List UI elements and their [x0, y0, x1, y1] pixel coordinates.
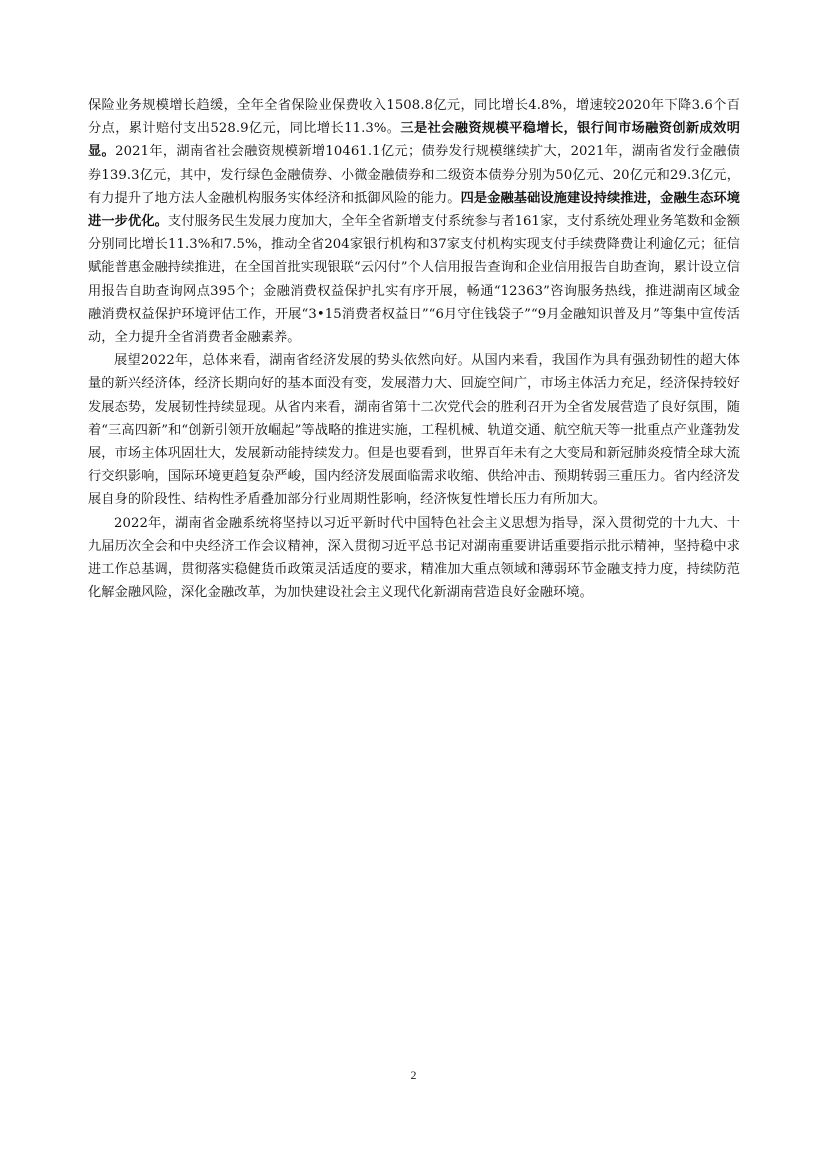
- paragraph-outlook: 展望2022年，总体来看，湖南省经济发展的势头依然向好。从国内来看，我国作为具有强劲韧性的超大体量的新兴经济体，经济长期向好的基本面没有变，发展潜力大、回旋空间广，市场主体活力充足，经济保持较好发展态势，发展韧性持续显现。从省内来看，湖南省第十二次党代会的胜利召开为全省发展营造了良好氛围，随着“三高四新”和“创新引领开放崛起”等战略的推进实施，工程机械、轨道交通、航空航天等一批重点产业蓬勃发展，市场主体巩固壮大，发展新动能持续发力。但是也要看到，世界百年未有之大变局和新冠肺炎疫情全球大流行交织影响，国际环境更趋复杂严峻，国内经济发展面临需求收缩、供给冲击、预期转弱三重压力。省内经济发展自身的阶段性、结构性矛盾叠加部分行业周期性影响，经济恢复性增长压力有所加大。: [88, 353, 740, 508]
- bold-heading-social-financing: 三是社会融资规模平稳增长，银行间市场融资创新成效明显。: [88, 121, 740, 160]
- document-body: [88, 94, 740, 604]
- text-segment: 支付服务民生发展力度加大，全年全省新增支付系统参与者161家，支付系统处理业务笔数和金额分别同比增长11.3%和7.5%，推动全省204家银行机构和37家支付机构实现支付手续费降费让利逾亿元；征信赋能普惠金融持续推进，在全国首批实现银联“云闪付”个人信用报告查询和企业信用报告自助查询，累计设立信用报告自助查询网点395个；金融消费权益保护扎实有序开展，畅通“12363”咨询服务热线，推进湖南区域金融消费权益保护环境评估工作，开展“3•15消费者权益日”“6月守住钱袋子”“9月金融知识普及月”等集中宣传活动，全力提升全省消费者金融素养。: [88, 214, 740, 346]
- bold-heading-infrastructure: 四是金融基础设施建设持续推进，金融生态环境进一步优化。: [88, 190, 740, 230]
- paragraph-continuation: [88, 94, 740, 349]
- paragraph-plan: 2022年，湖南省金融系统将坚持以习近平新时代中国特色社会主义思想为指导，深入贯彻党的十九大、十九届历次全会和中央经济工作会议精神，深入贯彻习近平总书记对湖南重要讲话重要指示批示精神，坚持稳中求进工作总基调，贯彻落实稳健货币政策灵活适度的要求，精准加大重点领域和薄弱环节金融支持力度，持续防范化解金融风险，深化金融改革，为加快建设社会主义现代化新湖南营造良好金融环境。: [88, 515, 740, 601]
- text-segment: 保险业务规模增长趋缓，全年全省保险业保费收入1508.8亿元，同比增长4.8%，增速较2020年下降3.6个百分点，累计赔付支出528.9亿元，同比增长11.3%。: [88, 98, 740, 137]
- text-segment: 2021年，湖南省社会融资规模新增10461.1亿元；债券发行规模继续扩大，2021年，湖南省发行金融债券139.3亿元，其中，发行绿色金融债券、小微金融债券和二级资本债券分别为50亿元、20亿元和29.3亿元，有力提升了地方法人金融机构服务实体经济和抵御风险的能力。: [88, 144, 740, 206]
- page-number: 2: [410, 1068, 417, 1082]
